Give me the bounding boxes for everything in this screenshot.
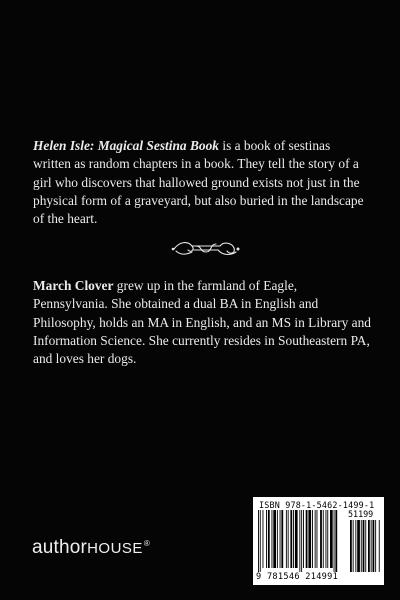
barcode-bar — [263, 510, 264, 568]
addon-bar — [353, 520, 354, 572]
registered-mark: ® — [143, 538, 151, 548]
barcode-digits: 9 781546 214991 — [256, 572, 339, 582]
barcode-bar — [295, 510, 298, 568]
barcode-bar — [272, 510, 273, 568]
addon-bar — [357, 520, 360, 572]
book-title: Helen Isle: Magical Sestina Book — [33, 138, 219, 153]
addon-bar — [375, 520, 376, 572]
bio-text: grew up in the farmland of Eagle, Pennsylvania. She obtained a dual BA in English and Philosophy, holds an MA in English, and an MS in Library and Information Science. She currently resides in Southeastern PA, and loves her dogs. — [33, 278, 371, 367]
isbn-label: ISBN 978-1-5462-1499-1 — [259, 500, 375, 510]
publisher-logo — [32, 537, 150, 559]
barcode-bar — [334, 510, 335, 572]
barcode-bar — [303, 510, 304, 568]
addon-bar — [365, 520, 366, 572]
barcode-bar — [326, 510, 327, 568]
barcode-bar — [277, 510, 278, 568]
barcode-bar — [308, 510, 311, 568]
addon-bar — [379, 520, 380, 572]
addon-bar — [373, 520, 375, 572]
isbn-barcode — [253, 497, 384, 585]
blurb-text: is a book of sestinas written as random chapters in a book. They tell the story of a girl who discovers that hallowed ground exists not just in the physical form of a graveyard, but also buried in the landscape of the heart. — [33, 138, 364, 227]
barcode-bar — [315, 510, 316, 568]
price-addon-number: 51199 — [348, 509, 374, 519]
barcode-bar — [317, 510, 318, 568]
barcode-bars — [258, 510, 380, 572]
barcode-bar — [268, 510, 270, 568]
barcode-bar — [293, 510, 294, 568]
barcode-bar — [280, 510, 281, 568]
barcode-bar — [258, 510, 259, 572]
addon-bar — [350, 520, 352, 572]
author-bio — [33, 277, 371, 368]
addon-bar — [361, 520, 362, 572]
barcode-bar — [306, 510, 308, 568]
author-name: March Clover — [33, 278, 114, 293]
book-blurb — [33, 137, 371, 228]
barcode-bar — [260, 510, 261, 572]
addon-bar — [363, 520, 365, 572]
barcode-bar — [273, 510, 276, 568]
addon-bar — [368, 520, 370, 572]
barcode-bar — [286, 510, 287, 568]
flourish-divider-icon — [170, 237, 242, 259]
publisher-logo-part1: author — [32, 537, 88, 558]
barcode-bar — [327, 510, 328, 568]
barcode-bar — [299, 510, 300, 572]
barcode-bar — [335, 510, 337, 572]
barcode-bar — [288, 510, 289, 568]
barcode-bar — [290, 510, 292, 568]
barcode-bar — [323, 510, 324, 568]
barcode-bar — [281, 510, 283, 568]
publisher-logo-part2: HOUSE — [87, 540, 143, 557]
barcode-bar — [312, 510, 313, 568]
addon-bar — [371, 520, 372, 572]
addon-bar — [355, 520, 356, 572]
barcode-bar — [266, 510, 267, 568]
barcode-bar — [301, 510, 302, 572]
barcode-bar — [330, 510, 333, 568]
barcode-bar — [320, 510, 322, 568]
